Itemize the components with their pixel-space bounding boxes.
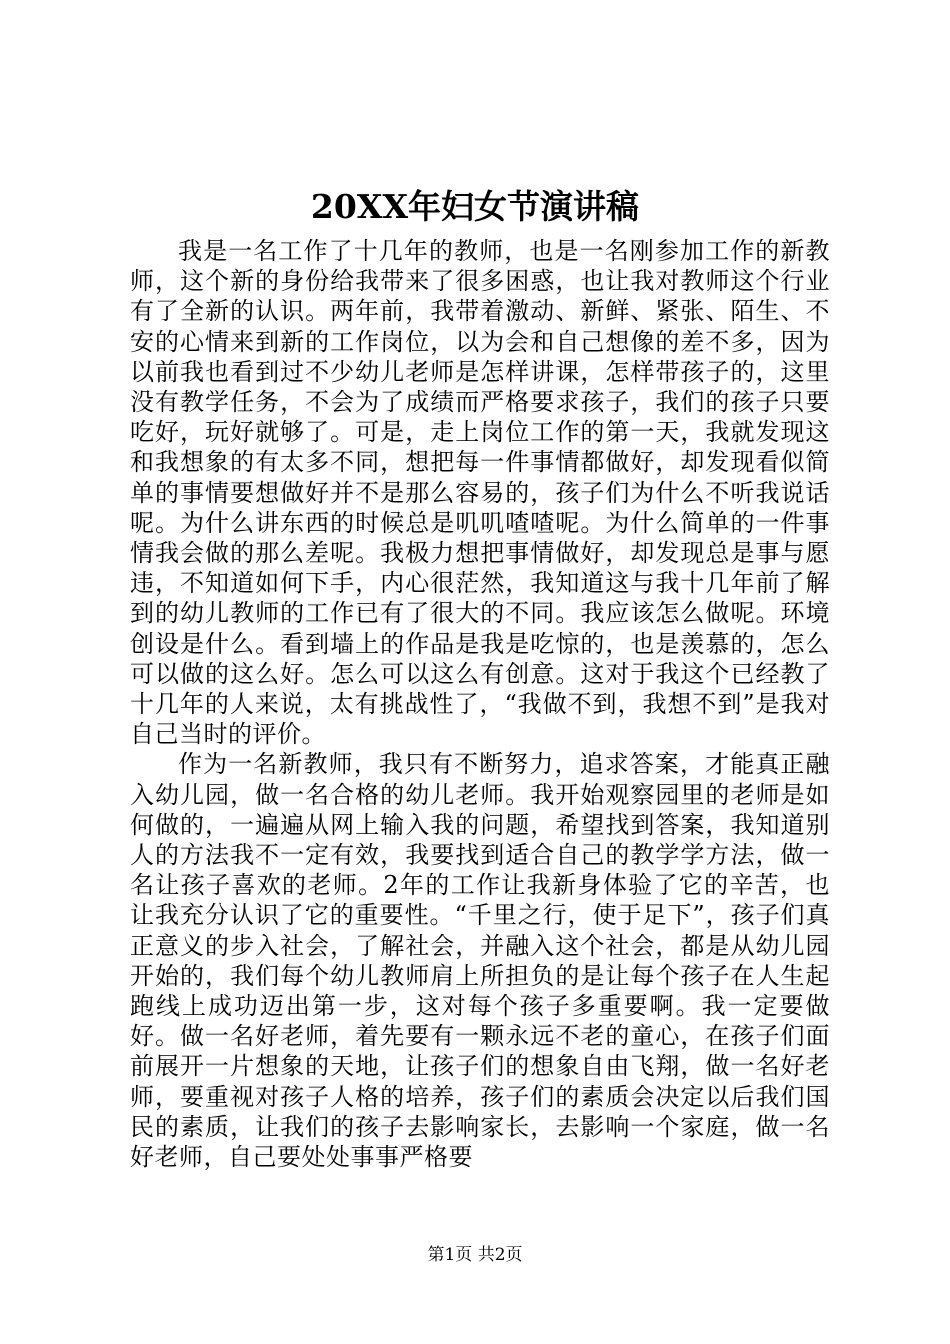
page-number-footer: 第1页 共2页 bbox=[427, 1245, 523, 1265]
paragraph-1: 我是一名工作了十几年的教师，也是一名刚参加工作的新教师，这个新的身份给我带来了很多困惑，也让我对教师这个行业有了全新的认识。两年前，我带着激动、新鲜、紧张、陌生、不安的心情来到新的工作岗位，以为会和自己想像的差不多，因为以前我也看到过不少幼儿老师是怎样讲课，怎样带孩子的，这里没有教学任务，不会为了成绩而严格要求孩子，我们的孩子只要吃好，玩好就够了。可是，走上岗位工作的第一天，我就发现这和我想象的有太多不同，想把每一件事情都做好，却发现看似简单的事情要想做好并不是那么容易的，孩子们为什么不听我说话呢。为什么讲东西的时候总是叽叽喳喳呢。为什么简单的一件事情我会做的那么差呢。我极力想把事情做好，却发现总是事与愿违，不知道如何下手，内心很茫然，我知道这与我十几年前了解到的幼儿教师的工作已有了很大的不同。我应该怎么做呢。环境创设是什么。看到墙上的作品是我是吃惊的，也是羡慕的，怎么可以做的这么好。怎么可以这么有创意。这对于我这个已经教了十几年的人来说，太有挑战性了，“我做不到，我想不到”是我对自己当时的评价。 bbox=[130, 237, 830, 749]
document-title: 20XX年妇女节演讲稿 bbox=[310, 187, 640, 226]
paragraph-2: 作为一名新教师，我只有不断努力，追求答案，才能真正融入幼儿园，做一名合格的幼儿老师。我开始观察园里的老师是如何做的，一遍遍从网上输入我的问题，希望找到答案，我知道别人的方法我不一定有效，我要找到适合自己的教学学方法，做一名让孩子喜欢的老师。2年的工作让我新身体验了它的辛苦，也让我充分认识了它的重要性。“千里之行，使于足下”，孩子们真正意义的步入社会，了解社会，并融入这个社会，都是从幼儿园开始的，我们每个幼儿教师肩上所担负的是让每个孩子在人生起跑线上成功迈出第一步，这对每个孩子多重要啊。我一定要做好。做一名好老师，着先要有一颗永远不老的童心，在孩子们面前展开一片想象的天地，让孩子们的想象自由飞翔，做一名好老师，要重视对孩子人格的培养，孩子们的素质会决定以后我们国民的素质，让我们的孩子去影响家长，去影响一个家庭，做一名好老师，自己要处处事事严格要 bbox=[130, 750, 830, 1172]
document-body bbox=[130, 236, 830, 1172]
